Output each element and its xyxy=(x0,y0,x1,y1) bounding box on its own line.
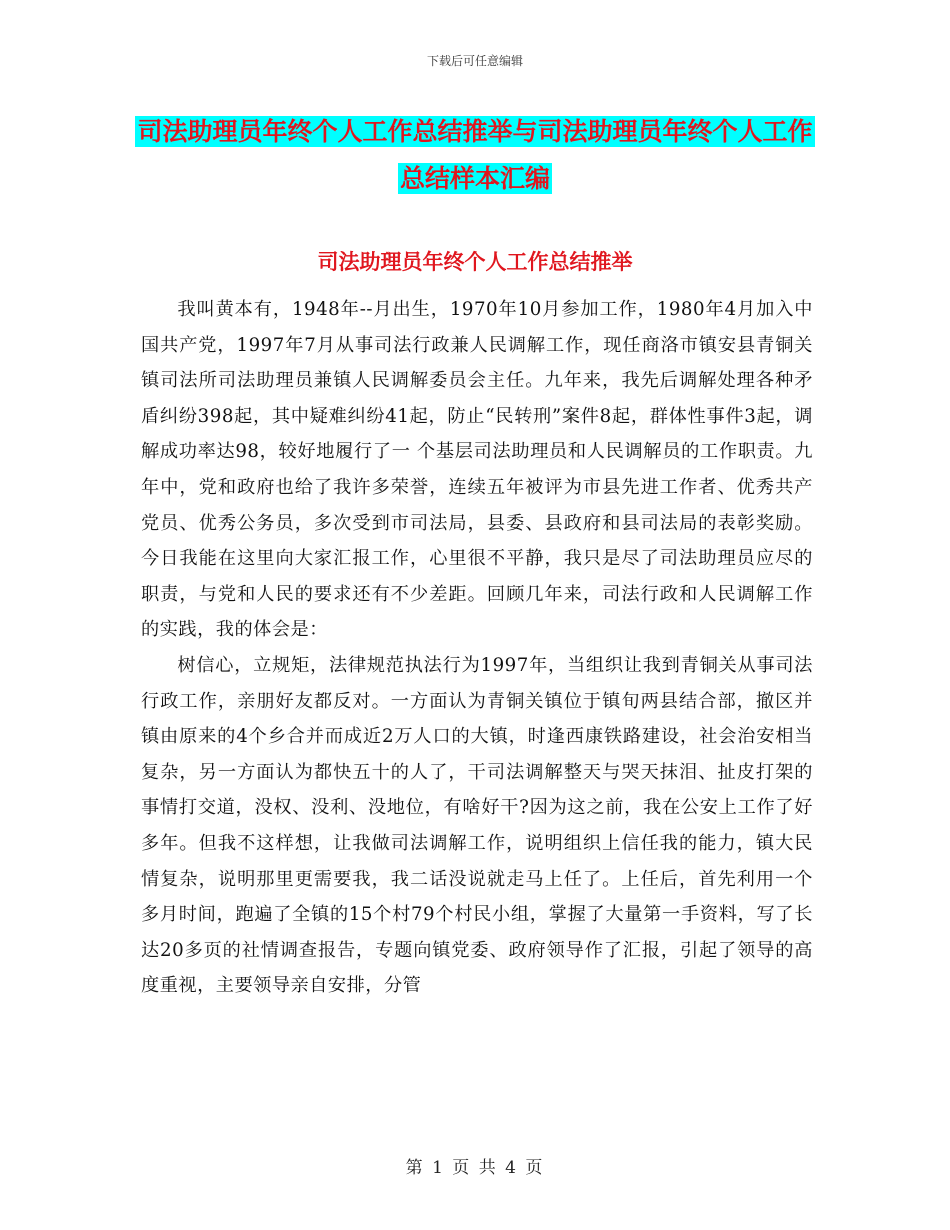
document-body xyxy=(141,292,813,1004)
document-title-text: 司法助理员年终个人工作总结推举与司法助理员年终个人工作总结样本汇编 xyxy=(137,117,813,193)
document-title xyxy=(130,108,820,202)
page-footer-number: 第 1 页 共 4 页 xyxy=(405,1158,545,1178)
paragraph-1: 我叫黄本有，1948年--月出生，1970年10月参加工作，1980年4月加入中国共产党，1997年7月从事司法行政兼人民调解工作，现任商洛市镇安县青铜关镇司法所司法助理员兼镇人民调解委员会主任。九年来，我先后调解处理各种矛盾纠纷398起，其中疑难纠纷41起，防止“民转刑”案件8起，群体性事件3起，调解成功率达98，较好地履行了一 个基层司法助理员和人民调解员的工作职责。九年中，党和政府也给了我许多荣誉，连续五年被评为市县先进工作者、优秀共产党员、优秀公务员，多次受到市司法局，县委、县政府和县司法局的表彰奖励。今日我能在这里向大家汇报工作，心里很不平静，我只是尽了司法助理员应尽的职责，与党和人民的要求还有不少差距。回顾几年来，司法行政和人民调解工作的实践，我的体会是： xyxy=(141,299,813,641)
section-title: 司法助理员年终个人工作总结推举 xyxy=(317,250,633,274)
page-header-note: 下载后可任意编辑 xyxy=(426,54,523,68)
paragraph-2: 树信心，立规矩，法律规范执法行为1997年，当组织让我到青铜关从事司法行政工作，亲朋好友都反对。一方面认为青铜关镇位于镇旬两县结合部，撤区并镇由原来的4个乡合并而成近2万人口的大镇，时逢西康铁路建设，社会治安相当复杂，另一方面认为都快五十的人了，干司法调解整天与哭天抹泪、扯皮打架的事情打交道，没权、没利、没地位，有啥好干?因为这之前，我在公安上工作了好多年。但我不这样想，让我做司法调解工作，说明组织上信任我的能力，镇大民情复杂，说明那里更需要我，我二话没说就走马上任了。上任后，首先利用一个多月时间，跑遍了全镇的15个村79个村民小组，掌握了大量第一手资料，写了长达20多页的社情调查报告，专题向镇党委、政府领导作了汇报，引起了领导的高度重视，主要领导亲自安排，分管 xyxy=(141,654,813,997)
